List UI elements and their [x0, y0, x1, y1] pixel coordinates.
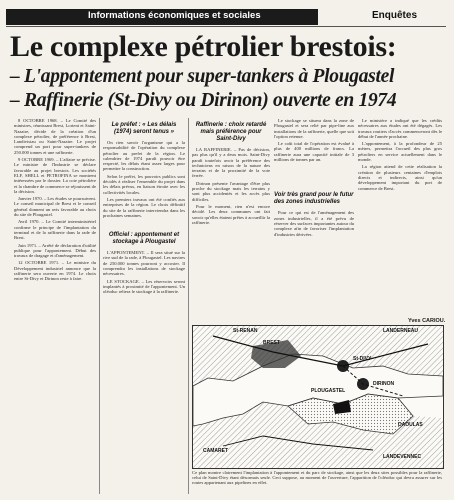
paragraph: Le ministère a indiqué que les crédits nécessaires aux études ont été dégagés. Les travaux routiers d'accès commenceront dès le début de l'année prochaine.: [358, 118, 442, 139]
location-map: [192, 325, 444, 469]
article-column-1: [14, 118, 96, 494]
column-divider: [188, 118, 189, 494]
subheading: Raffinerie : choix retardé mais préférence pour Saint-Divy: [195, 122, 267, 142]
map-label-plougastel: PLOUGASTEL: [311, 388, 346, 394]
rubric-label: Enquêtes: [372, 10, 418, 21]
map-label-landerneau: LANDERNEAU: [383, 328, 418, 334]
headline-subtitle-2: – Raffinerie (St-Divy ou Dirinon) ouverte en 1974: [10, 90, 397, 111]
author-signature: Yves CARIOU.: [408, 318, 446, 324]
paragraph: Dirinon présente l'avantage d'être plus proche du stockage mais les terrains y sont plus accidentés et les accès plus difficiles.: [192, 180, 270, 202]
paragraph: 12 OCTOBRE 1971. – Le ministre du Développement industriel annonce que la raffinerie sera ouverte en 1974. Le choix entre St-Divy et Dirinon reste à faire.: [14, 260, 96, 282]
map-label-brest: BREST: [263, 340, 280, 346]
paragraph: Janvier 1970. – Les études se poursuivent. Le conseil municipal de Brest et le conseil général donnent un avis favorable au choix du site de Plougastel.: [14, 196, 96, 218]
paragraph: La région attend de cette réalisation la création de plusieurs centaines d'emplois directs et indirects, ainsi qu'un développement important du port de commerce de Brest.: [358, 164, 442, 191]
subheading: Voir très grand pour le futur des zones industrielles: [274, 192, 354, 206]
paragraph: Pour ce qui est de l'aménagement des zones industrielles, il a été prévu de réserver des surfaces importantes autour du complexe afin de favoriser l'implantation d'industries dérivées.: [274, 210, 354, 237]
headline-title: Le complexe pétrolier brestois:: [10, 30, 397, 63]
paragraph: 9 OCTOBRE 1969. – L'affaire se précise. Le ministre de l'Industrie se déclare favorable au projet brestois. Les sociétés ELF, SHELL et PETROFINA se montrent intéressées par le dossier. La cote pétrolière et la chambre de commerce se réjouissent de la décision.: [14, 157, 96, 194]
paragraph: Le coût total de l'opération est évalué à plus de 400 millions de francs. La raffinerie aura une capacité initiale de 3 millions de tonnes par an.: [274, 141, 354, 163]
paragraph: Le stockage se situera dans la zone de Plougastel et sera relié par pipe-line aux installations de la raffinerie, quelle que soit l'option retenue.: [274, 118, 354, 139]
section-title: Informations économiques et sociales: [88, 10, 261, 21]
subheading: Officiel : appontement et stockage à Plougastel: [108, 232, 180, 246]
headline-subtitle-1: – L'appontement pour super-tankers à Plougastel: [10, 66, 395, 87]
paragraph: Pour le moment, rien n'est encore décidé. Les deux communes ont fait savoir qu'elles étaient prêtes à accueillir la raffinerie.: [192, 203, 270, 225]
paragraph: 8 OCTOBRE 1968. – Le Comité des ministres, réunissant Brest, Lorient et Saint-Nazaire, décide de la création d'un complexe pétrolier, de préférence à Brest, Landivisiau ou Saint-Nazaire. Le projet comprend un port pour super-tankers de 250.000 tonnes et une raffinerie.: [14, 118, 96, 155]
map-label-landevennec: LANDEVENNEC: [383, 454, 422, 460]
paragraph: On rien savoir l'organisme qui a la responsabilité de l'opération du complexe pétrolier au prefet de la région. Le calendrier de 1974 paraît pouvoir être respecté, les délais étant assez larges pour permettre la construction.: [103, 140, 185, 172]
paragraph: L'APPONTEMENT. – Il sera situé sur la rive sud de la rade, à Plougastel. Les navires de 250.000 tonnes pourront y accoster. Il comprendra les installations de stockage nécessaires.: [103, 250, 185, 277]
paragraph: Les premiers travaux ont été confiés aux entreprises de la région. Le choix définitif du site de la raffinerie interviendra dans les prochaines semaines.: [103, 196, 185, 218]
map-label-daoulas: DAOULAS: [398, 422, 423, 428]
map-label-st-renan: St-RENAN: [233, 328, 258, 334]
column-divider: [99, 118, 100, 494]
paragraph: L'appontement, à la profondeur de 25 mètres, permettra l'accueil des plus gros pétroliers en service actuellement dans le monde.: [358, 141, 442, 163]
article-column-5: [358, 118, 442, 316]
paragraph: Selon le préfet, les pouvoirs publics sont décidés à réaliser l'ensemble du projet dans les délais prévus, en liaison étroite avec les collectivités locales.: [103, 173, 185, 195]
article-column-2: [103, 118, 185, 494]
paragraph: Juin 1971. – Arrêté de déclaration d'utilité publique pour l'appontement. Début des travaux de dragage et d'aménagement.: [14, 242, 96, 259]
map-label-camaret: CAMARET: [203, 448, 228, 454]
paragraph: LE STOCKAGE. – Les réservoirs seront implantés à proximité de l'appontement. Un oléoduc reliera le stockage à la raffinerie.: [103, 278, 185, 295]
map-drawing: [193, 326, 443, 468]
paragraph: LA RAFFINERIE. – Pas de décision, pas plus qu'il y a deux mois. Saint-Divy paraît toutefois avoir la préférence des techniciens en raison de la nature des terrains et de la proximité de la voie ferrée.: [192, 147, 270, 179]
map-label-dirinon: DIRINON: [373, 381, 395, 387]
paragraph: Avril 1970. – Le Comité interministériel confirme le principe de l'implantation du terminal et de la raffinerie dans la rade de Brest.: [14, 219, 96, 241]
header-rule: [6, 26, 446, 27]
article-column-4: [274, 118, 354, 318]
subheading: Le préfet : « Les délais (1974) seront tenus »: [111, 122, 177, 135]
map-label-st-divy: St-DIVY: [353, 356, 372, 362]
article-column-3: [192, 118, 270, 318]
map-caption: Ce plan montre clairement l'implantation à l'appontement et du parc de stockage, ainsi que les deux sites possibles pour la raffinerie, celui de Saint-Divy étant désormais seule. Ceci suppose, au moment de l'ouverture, l'apparition de l'oléoduc qui devra assurer sur les routes appartenant aux pipelines en effet.: [192, 470, 442, 486]
